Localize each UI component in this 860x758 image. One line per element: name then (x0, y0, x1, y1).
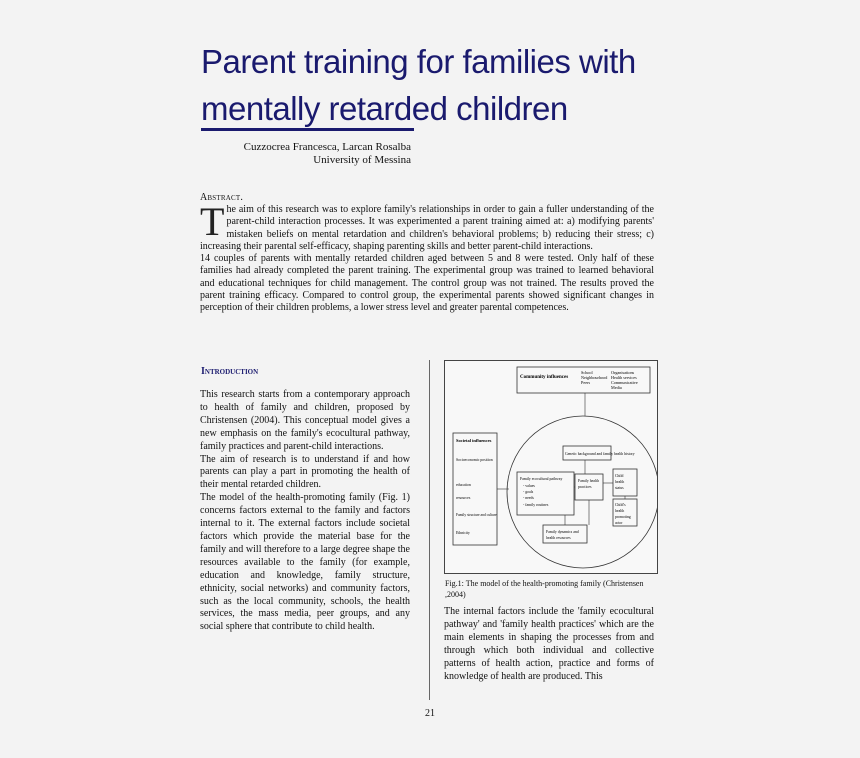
abstract-body (200, 199, 654, 315)
author-names: Cuzzocrea Francesca, Larcan Rosalba (243, 141, 411, 153)
child-actor-line: actor (615, 521, 623, 525)
pathway-line: Family ecocultural pathway (520, 477, 563, 481)
societal-item: Socioeconomic position (456, 458, 493, 462)
figure-1 (444, 360, 658, 574)
intro-paragraph-3: The model of the health-promoting family (Fig. 1) concerns factors external to the family and factors internal to it. The external factors include societal factors which provide the material base for the family and will therefore to a large degree shape the resources available to the family (for example, education and knowledge, family structure, ethnicity, social networks) and community factors, such as the local community, schools, the health services, the mass media, peer groups, and any social sphere that contribute to child health. (200, 492, 410, 633)
community-item: Peers (581, 380, 591, 385)
societal-item: Family structure and culture (456, 513, 497, 517)
community-item: Organisations (611, 370, 635, 375)
dynamics-line: health resources (546, 536, 571, 540)
intro-paragraph-2: The aim of research is to understand if and how parents can play a part in promoting the health of their mental retarded children. (200, 453, 410, 491)
societal-item: resources (456, 496, 471, 500)
child-actor-line: Child's (615, 503, 626, 507)
drop-cap: T (200, 199, 225, 244)
intro-paragraph-4: The internal factors include the 'family ecocultural pathway' and 'family health practices' which are the main elements in shaping the processes from and through which both individual and collective patterns of health action, practice and forms of knowledge of health are produced. This (444, 606, 654, 682)
child-line: health (615, 480, 625, 484)
community-item: Media (611, 385, 622, 390)
intro-paragraph-1: This research starts from a contemporary approach to health of family and children, proposed by Christensen (2004). This conceptual model gives a new emphasis on the family's ecocultural pathway, family practices and parent-child interactions. (200, 389, 410, 452)
child-line: Child (615, 474, 624, 478)
pathway-line: - goals (523, 490, 534, 494)
right-column (444, 606, 654, 683)
left-column (200, 389, 410, 634)
column-divider (429, 360, 430, 700)
pathway-line: - family routines (523, 503, 549, 507)
figure-caption: Fig.1: The model of the health-promoting family (Christensen ,2004) (445, 579, 644, 599)
child-actor-line: health (615, 509, 625, 513)
page-number: 21 (425, 708, 435, 719)
practices-line: Family health (578, 479, 599, 483)
societal-item: Ethnicity (456, 531, 470, 535)
author-affiliation: University of Messina (313, 154, 411, 166)
abstract-paragraph-2: 14 couples of parents with mentally retarded children aged between 5 and 8 were tested. Only half of these families had already completed the parent training. The experimental group was trained to learned behavioral and educational techniques for child management. The control group was not trained. The results proved the parent training efficacy. Compared to control group, the experimental parents showed significant changes in perception of their children problems, a lower stress level and greater parental competences. (200, 253, 654, 314)
community-item: Neighbourhood (581, 375, 608, 380)
child-actor-line: promoting (615, 515, 631, 519)
community-item: Health services (611, 375, 637, 380)
societal-title: Societal influences (456, 438, 492, 443)
community-item: Communicative (611, 380, 638, 385)
paper-title: Parent training for families with mentally retarded children (201, 43, 636, 127)
practices-line: practices (578, 485, 592, 489)
background-box-label: Genetic background and family health history (565, 452, 635, 456)
societal-item: education (456, 483, 471, 487)
health-model-diagram (445, 361, 657, 573)
pathway-line: - needs (523, 496, 534, 500)
abstract-paragraph-1: he aim of this research was to explore family's relationships in order to gain a fuller understanding of the parent-child interaction processes. It was experimented a parent training aimed at: a) modifying parents' mistaken beliefs on mental retardation and children's behavioral problems; b) reducing their stress; c) increasing their parental self-efficacy, shaping parenting skills and better parent-child interactions. (200, 204, 654, 252)
community-label: Community influences (520, 375, 569, 380)
introduction-heading: Introduction (201, 366, 259, 377)
author-block (200, 141, 411, 167)
child-line: status (615, 486, 624, 490)
pathway-line: - values (523, 484, 535, 488)
abstract-heading: Abstract. (200, 192, 244, 203)
title-underline (201, 128, 414, 131)
community-item: School (581, 370, 593, 375)
dynamics-line: Family dynamics and (546, 530, 579, 534)
